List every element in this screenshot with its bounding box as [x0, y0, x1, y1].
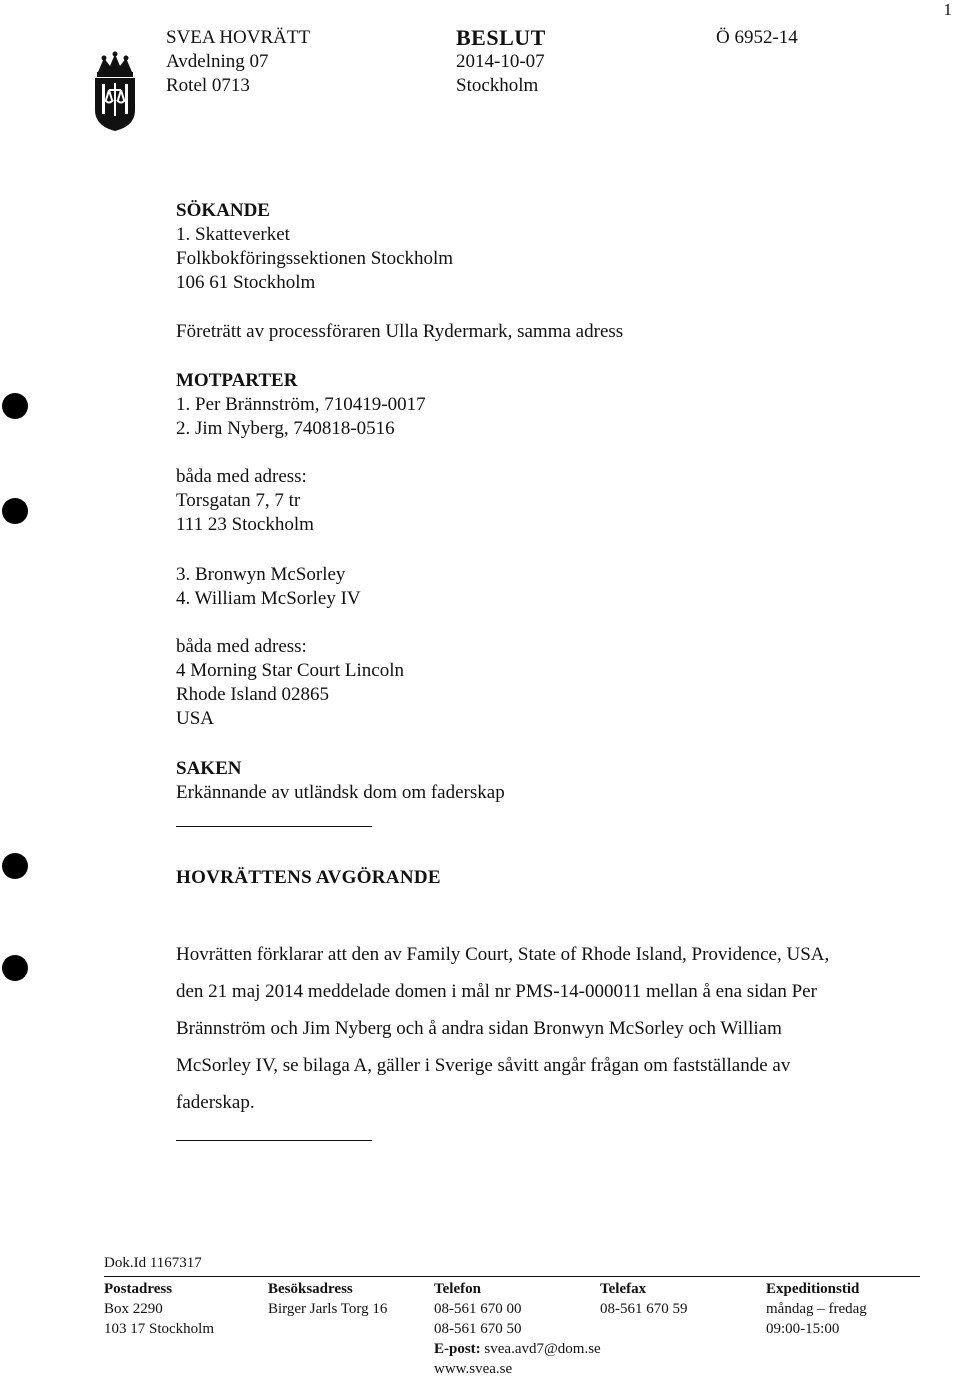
counterparty-line: 1. Per Brännström, 710419-0017 — [176, 394, 426, 415]
footer-phone — [434, 1279, 601, 1379]
punch-hole — [2, 853, 28, 879]
court-header — [166, 26, 310, 98]
footer-heading: Telefax — [600, 1281, 647, 1297]
punch-hole — [2, 498, 28, 524]
footer-fax — [600, 1279, 688, 1319]
footer-line: 103 17 Stockholm — [104, 1321, 215, 1337]
ruling-line: Brännström och Jim Nyberg och å andra sidan Bronwyn McSorley och William — [176, 1018, 782, 1039]
counterparties-address-1 — [176, 465, 314, 537]
matter-section — [176, 757, 505, 805]
address-label: båda med adress: — [176, 466, 307, 487]
footer-line: Box 2290 — [104, 1301, 163, 1317]
address-line: 4 Morning Star Court Lincoln — [176, 660, 404, 681]
counterparties-section — [176, 369, 426, 441]
divider-line — [176, 826, 372, 827]
website-link[interactable]: www.svea.se — [434, 1361, 513, 1377]
address-label: båda med adress: — [176, 636, 307, 657]
address-line: USA — [176, 708, 215, 729]
footer-heading: Besöksadress — [268, 1281, 353, 1297]
footer-line: 08-561 670 59 — [600, 1301, 688, 1317]
ruling-text — [176, 936, 916, 1121]
footer-postal — [104, 1279, 214, 1339]
court-rotel: Rotel 0713 — [166, 75, 250, 96]
counterparty-line: 2. Jim Nyberg, 740818-0516 — [176, 418, 395, 439]
decision-place: Stockholm — [456, 75, 539, 96]
footer-line: 08-561 670 50 — [434, 1321, 522, 1337]
footer-visit — [268, 1279, 387, 1319]
matter-text: Erkännande av utländsk dom om faderskap — [176, 782, 505, 803]
email-label: E-post: — [434, 1341, 481, 1357]
counterparty-line: 4. William McSorley IV — [176, 588, 361, 609]
footer-heading: Expeditionstid — [766, 1281, 860, 1297]
email-link[interactable]: svea.avd7@dom.se — [484, 1341, 601, 1357]
decision-header — [456, 26, 546, 98]
footer-heading: Postadress — [104, 1281, 173, 1297]
address-line: Torsgatan 7, 7 tr — [176, 490, 301, 511]
applicant-representation: Företrätt av processföraren Ulla Rydermark, samma adress — [176, 321, 624, 342]
address-line: 111 23 Stockholm — [176, 514, 314, 535]
document-id: Dok.Id 1167317 — [104, 1255, 202, 1271]
ruling-line: faderskap. — [176, 1092, 255, 1113]
page-number: 1 — [943, 0, 952, 19]
ruling-line: McSorley IV, se bilaga A, gäller i Sverige såvitt angår frågan om fastställande av — [176, 1055, 791, 1076]
applicant-section — [176, 199, 453, 295]
case-number: Ö 6952-14 — [716, 27, 798, 48]
footer-heading: Telefon — [434, 1281, 481, 1297]
footer-line: måndag – fredag — [766, 1301, 867, 1317]
ruling-heading: HOVRÄTTENS AVGÖRANDE — [176, 867, 441, 888]
court-division: Avdelning 07 — [166, 51, 269, 72]
counterparties-address-2 — [176, 635, 404, 731]
footer-email — [434, 1339, 601, 1359]
decision-date: 2014-10-07 — [456, 51, 545, 72]
divider-line — [176, 1140, 372, 1141]
counterparties-group-2 — [176, 563, 361, 611]
punch-hole — [2, 393, 28, 419]
matter-heading: SAKEN — [176, 758, 242, 779]
ruling-line: den 21 maj 2014 meddelade domen i mål nr PMS-14-000011 mellan å ena sidan Per — [176, 981, 817, 1002]
applicant-heading: SÖKANDE — [176, 200, 270, 221]
court-name: SVEA HOVRÄTT — [166, 27, 311, 48]
ruling-line: Hovrätten förklarar att den av Family Court, State of Rhode Island, Providence, USA, — [176, 944, 830, 965]
applicant-line: 106 61 Stockholm — [176, 272, 316, 293]
counterparties-heading: MOTPARTER — [176, 370, 298, 391]
address-line: Rhode Island 02865 — [176, 684, 330, 705]
footer-line: 08-561 670 00 — [434, 1301, 522, 1317]
counterparty-line: 3. Bronwyn McSorley — [176, 564, 346, 585]
footer-rule — [104, 1276, 920, 1277]
footer-line: Birger Jarls Torg 16 — [268, 1301, 388, 1317]
punch-hole — [2, 955, 28, 981]
footer-line: 09:00-15:00 — [766, 1321, 840, 1337]
applicant-line: Folkbokföringssektionen Stockholm — [176, 248, 454, 269]
footer-hours — [766, 1279, 867, 1339]
court-crest-logo — [90, 50, 140, 132]
applicant-line: 1. Skatteverket — [176, 224, 290, 245]
decision-type: BESLUT — [456, 25, 546, 50]
